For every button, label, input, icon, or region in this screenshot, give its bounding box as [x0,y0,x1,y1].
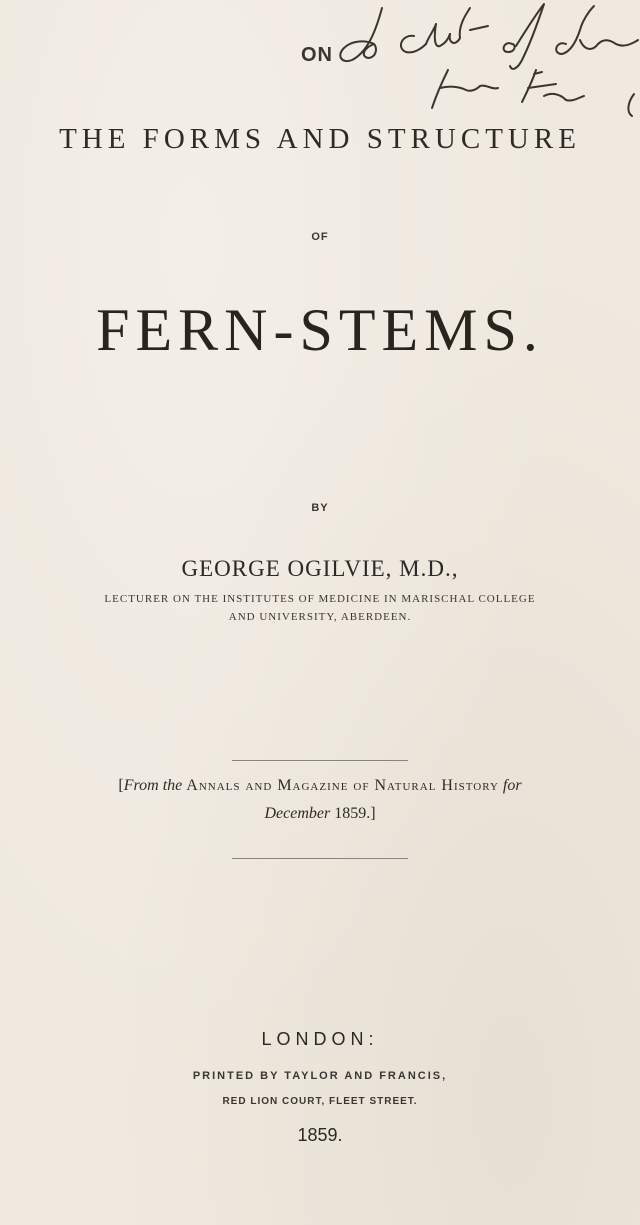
source-month: December [264,805,331,822]
imprint-city: LONDON: [261,1029,379,1049]
author-affiliation-line-1: LECTURER ON THE INSTITUTES OF MEDICINE IN MARISCHAL COLLEGE [104,593,536,605]
divider-top [232,760,408,761]
imprint-address: RED LION COURT, FLEET STREET. [222,1096,418,1107]
source-from-the: From the [123,777,183,794]
source-note-line-2 [0,805,640,823]
source-open-bracket: [ [118,777,124,794]
divider-bottom [232,858,408,859]
by-label: BY [311,502,329,514]
on-label: ON [301,44,333,66]
source-note-line-1 [0,777,640,795]
source-journal: Annals and Magazine of Natural History [186,777,499,794]
imprint-year: 1859. [297,1125,343,1145]
source-year: 1859.] [334,805,376,822]
handwritten-inscription [330,0,640,125]
author-affiliation-line-2: AND UNIVERSITY, ABERDEEN. [228,611,412,623]
imprint-printer: PRINTED BY TAYLOR AND FRANCIS, [192,1070,448,1082]
source-for: for [502,777,522,794]
author-name: GEORGE OGILVIE, M.D., [181,556,459,581]
title-line: THE FORMS AND STRUCTURE [59,123,581,155]
of-label: OF [311,231,329,243]
main-title: FERN-STEMS. [96,297,544,363]
